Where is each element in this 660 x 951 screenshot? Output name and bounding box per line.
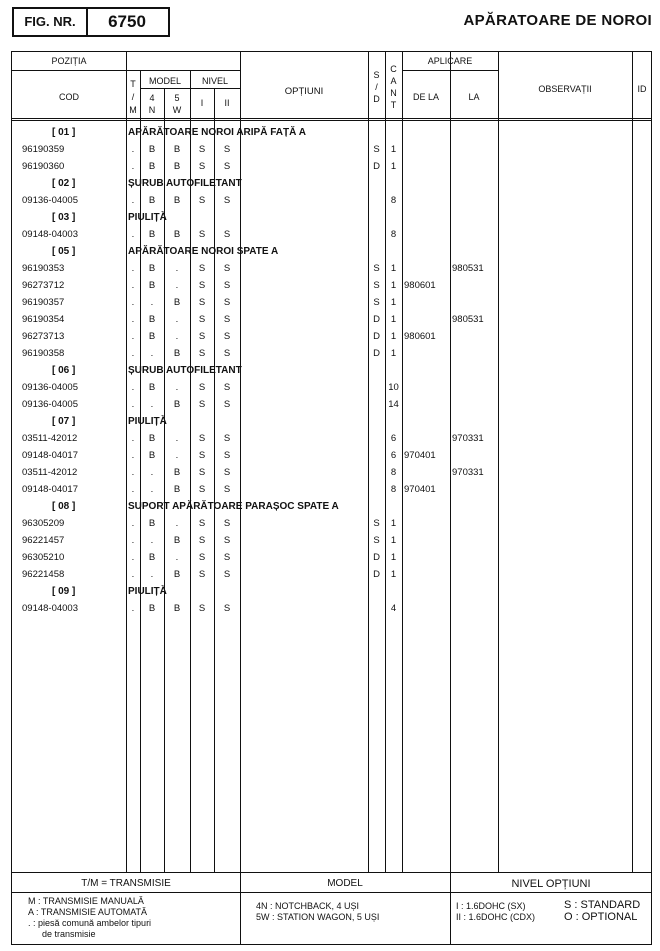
cell-n4: B xyxy=(148,552,156,563)
cell-w5: B xyxy=(173,603,181,614)
cell-n4: B xyxy=(148,161,156,172)
table-row xyxy=(0,141,660,158)
cell-n4: B xyxy=(148,229,156,240)
group-header-row xyxy=(0,413,660,430)
col-tm-slash: / xyxy=(131,92,135,102)
cell-sd: D xyxy=(373,569,380,580)
cell-n4: B xyxy=(148,603,156,614)
legend-nivel-line-1: I : 1.6DOHC (SX) xyxy=(456,901,526,911)
cell-w5: . xyxy=(175,450,179,461)
col-de-la: DE LA xyxy=(412,92,439,102)
table-row xyxy=(0,549,660,566)
group-header-row xyxy=(0,175,660,192)
cell-ii: S xyxy=(223,144,231,155)
cell-cant: 1 xyxy=(390,552,397,563)
table-row xyxy=(0,379,660,396)
col-cod: COD xyxy=(59,92,79,102)
cell-cant: 1 xyxy=(390,263,397,274)
cell-w5: . xyxy=(175,518,179,529)
cell-i: S xyxy=(198,314,206,325)
cell-tm: . xyxy=(131,263,135,274)
table-row xyxy=(0,600,660,617)
grid-hline xyxy=(12,120,651,121)
part-group-name: SUPORT APĂRĂTOARE PARAȘOC SPATE A xyxy=(128,501,339,512)
cell-cod: 96273713 xyxy=(22,331,65,342)
cell-i: S xyxy=(198,280,206,291)
position-number: [ 02 ] xyxy=(52,178,76,189)
cell-la: 980531 xyxy=(452,314,484,325)
cell-ii: S xyxy=(223,195,231,206)
part-group-name: PIULIȚĂ xyxy=(128,416,167,427)
table-row xyxy=(0,226,660,243)
cell-n4: . xyxy=(150,569,154,580)
cell-sd: S xyxy=(373,297,380,308)
table-row xyxy=(0,515,660,532)
page-title: APĂRATOARE DE NOROI xyxy=(463,12,652,29)
part-group-name: APĂRĂTOARE NOROI SPATE A xyxy=(128,246,279,257)
table-row xyxy=(0,294,660,311)
cell-cod: 09136-04005 xyxy=(22,195,78,206)
cell-w5: . xyxy=(175,331,179,342)
cell-ii: S xyxy=(223,331,231,342)
part-group-name: PIULIȚĂ xyxy=(128,212,167,223)
part-group-name: ȘURUB AUTOFILETANT xyxy=(128,178,242,189)
cell-ii: S xyxy=(223,229,231,240)
cell-la: 980531 xyxy=(452,263,484,274)
cell-cod: 96190359 xyxy=(22,144,65,155)
cell-n4: . xyxy=(150,484,154,495)
cell-ii: S xyxy=(223,450,231,461)
table-row xyxy=(0,311,660,328)
cell-cant: 10 xyxy=(388,382,399,393)
cell-cod: 96190358 xyxy=(22,348,65,359)
cell-tm: . xyxy=(131,433,135,444)
cell-ii: S xyxy=(223,280,231,291)
cell-w5: B xyxy=(173,535,181,546)
group-header-row xyxy=(0,209,660,226)
figure-number-box xyxy=(12,7,170,37)
table-row xyxy=(0,532,660,549)
cell-i: S xyxy=(198,229,206,240)
cell-i: S xyxy=(198,535,206,546)
cell-cant: 14 xyxy=(388,399,399,410)
cell-tm: . xyxy=(131,314,135,325)
col-nivel-ii: II xyxy=(224,98,230,108)
cell-cod: 09148-04003 xyxy=(22,603,78,614)
figure-number: 6750 xyxy=(108,12,146,31)
cell-cant: 1 xyxy=(390,280,397,291)
cell-i: S xyxy=(198,263,206,274)
cell-tm: . xyxy=(131,467,135,478)
cell-w5: . xyxy=(175,552,179,563)
legend-model-title: MODEL xyxy=(327,878,363,889)
position-number: [ 09 ] xyxy=(52,586,76,597)
col-cant-t: T xyxy=(390,100,397,110)
cell-n4: B xyxy=(148,382,156,393)
cell-cant: 1 xyxy=(390,297,397,308)
cell-w5: . xyxy=(175,382,179,393)
legend-tm-line-1: M : TRANSMISIE MANUALĂ xyxy=(28,896,144,906)
cell-ii: S xyxy=(223,518,231,529)
cell-w5: B xyxy=(173,229,181,240)
cell-tm: . xyxy=(131,229,135,240)
cell-cod: 03511-42012 xyxy=(22,467,78,478)
cell-cant: 1 xyxy=(390,535,397,546)
cell-cod: 96273712 xyxy=(22,280,65,291)
cell-w5: . xyxy=(175,280,179,291)
cell-ii: S xyxy=(223,314,231,325)
cell-i: S xyxy=(198,569,206,580)
cell-n4: B xyxy=(148,144,156,155)
cell-cod: 96190357 xyxy=(22,297,65,308)
position-number: [ 05 ] xyxy=(52,246,76,257)
cell-i: S xyxy=(198,297,206,308)
cell-cant: 1 xyxy=(390,314,397,325)
cell-ii: S xyxy=(223,348,231,359)
part-group-name: APĂRĂTOARE NOROI ARIPĂ FAȚĂ A xyxy=(128,127,306,138)
cell-sd: S xyxy=(373,280,380,291)
cell-cant: 1 xyxy=(390,348,397,359)
group-header-row xyxy=(0,583,660,600)
cell-ii: S xyxy=(223,161,231,172)
cell-ii: S xyxy=(223,399,231,410)
cell-cant: 1 xyxy=(390,518,397,529)
table-row xyxy=(0,260,660,277)
cell-tm: . xyxy=(131,552,135,563)
cell-n4: B xyxy=(148,195,156,206)
group-header-row xyxy=(0,243,660,260)
table-row xyxy=(0,345,660,362)
legend-nivel-code-o: O : OPTIONAL xyxy=(564,911,638,923)
cell-de-la: 970401 xyxy=(404,484,436,495)
col-model-5: 5 xyxy=(174,93,180,103)
figure-number-label: FIG. NR. xyxy=(14,9,88,35)
col-observatii: OBSERVAȚII xyxy=(538,84,592,94)
cell-sd: D xyxy=(373,161,380,172)
cell-i: S xyxy=(198,348,206,359)
cell-sd: S xyxy=(373,518,380,529)
cell-i: S xyxy=(198,399,206,410)
cell-w5: B xyxy=(173,399,181,410)
cell-ii: S xyxy=(223,484,231,495)
table-row xyxy=(0,447,660,464)
legend-nivel-line-2: II : 1.6DOHC (CDX) xyxy=(456,912,536,922)
col-nivel-i: I xyxy=(200,98,204,108)
cell-cod: 09148-04017 xyxy=(22,450,78,461)
cell-tm: . xyxy=(131,382,135,393)
col-model-n: N xyxy=(148,105,156,115)
cell-ii: S xyxy=(223,382,231,393)
cell-tm: . xyxy=(131,161,135,172)
cell-w5: . xyxy=(175,433,179,444)
group-header-row xyxy=(0,362,660,379)
cell-n4: B xyxy=(148,331,156,342)
col-cant-c: C xyxy=(390,64,397,74)
col-tm-t: T xyxy=(130,79,136,89)
cell-cod: 03511-42012 xyxy=(22,433,78,444)
col-sd-slash: / xyxy=(375,82,378,92)
group-header-row xyxy=(0,498,660,515)
cell-cant: 6 xyxy=(390,450,397,461)
cell-tm: . xyxy=(131,144,135,155)
cell-w5: B xyxy=(173,144,181,155)
cell-tm: . xyxy=(131,535,135,546)
cell-tm: . xyxy=(131,280,135,291)
cell-w5: B xyxy=(173,195,181,206)
cell-sd: S xyxy=(373,263,380,274)
cell-w5: . xyxy=(175,314,179,325)
cell-ii: S xyxy=(223,603,231,614)
cell-sd: S xyxy=(373,144,380,155)
cell-ii: S xyxy=(223,569,231,580)
cell-sd: D xyxy=(373,348,380,359)
part-group-name: PIULIȚĂ xyxy=(128,586,167,597)
cell-i: S xyxy=(198,144,206,155)
cell-i: S xyxy=(198,552,206,563)
cell-n4: B xyxy=(148,263,156,274)
cell-cod: 96190353 xyxy=(22,263,65,274)
cell-i: S xyxy=(198,195,206,206)
cell-tm: . xyxy=(131,297,135,308)
cell-tm: . xyxy=(131,603,135,614)
cell-de-la: 980601 xyxy=(404,280,436,291)
legend-tm-line-4: de transmisie xyxy=(42,929,96,939)
col-sd-s: S xyxy=(373,70,380,80)
cell-w5: B xyxy=(173,467,181,478)
cell-tm: . xyxy=(131,569,135,580)
cell-w5: B xyxy=(173,348,181,359)
cell-ii: S xyxy=(223,467,231,478)
cell-cant: 4 xyxy=(390,603,397,614)
cell-n4: B xyxy=(148,450,156,461)
group-header-row xyxy=(0,124,660,141)
cell-sd: D xyxy=(373,552,380,563)
col-aplicare: APLICARE xyxy=(427,56,473,66)
cell-tm: . xyxy=(131,484,135,495)
position-number: [ 08 ] xyxy=(52,501,76,512)
cell-cod: 09148-04017 xyxy=(22,484,78,495)
cell-n4: B xyxy=(148,314,156,325)
table-row xyxy=(0,328,660,345)
cell-tm: . xyxy=(131,518,135,529)
legend-model-line-1: 4N : NOTCHBACK, 4 UȘI xyxy=(256,901,360,911)
cell-cod: 09148-04003 xyxy=(22,229,78,240)
part-group-name: ȘURUB AUTOFILETANT xyxy=(128,365,242,376)
legend-tm-line-3: . : piesă comună ambelor tipuri xyxy=(28,918,152,928)
cell-cod: 96221458 xyxy=(22,569,65,580)
cell-i: S xyxy=(198,382,206,393)
cell-n4: B xyxy=(148,518,156,529)
table-row xyxy=(0,396,660,413)
cell-n4: . xyxy=(150,297,154,308)
table-row xyxy=(0,464,660,481)
cell-ii: S xyxy=(223,263,231,274)
col-nivel: NIVEL xyxy=(201,76,228,86)
cell-tm: . xyxy=(131,399,135,410)
cell-n4: . xyxy=(150,348,154,359)
cell-w5: . xyxy=(175,263,179,274)
cell-tm: . xyxy=(131,348,135,359)
table-row xyxy=(0,481,660,498)
cell-n4: . xyxy=(150,399,154,410)
cell-cant: 8 xyxy=(390,467,397,478)
position-number: [ 07 ] xyxy=(52,416,76,427)
grid-hline xyxy=(12,892,651,893)
cell-tm: . xyxy=(131,450,135,461)
cell-n4: B xyxy=(148,280,156,291)
cell-cod: 96190360 xyxy=(22,161,65,172)
cell-cant: 1 xyxy=(390,144,397,155)
cell-cod: 09136-04005 xyxy=(22,382,78,393)
legend-tm-line-2: A : TRANSMISIE AUTOMATĂ xyxy=(28,907,148,917)
cell-cant: 6 xyxy=(390,433,397,444)
cell-i: S xyxy=(198,603,206,614)
table-row xyxy=(0,277,660,294)
legend-nivel-code-s: S : STANDARD xyxy=(564,899,641,911)
cell-i: S xyxy=(198,450,206,461)
col-sd-d: D xyxy=(373,94,380,104)
cell-i: S xyxy=(198,331,206,342)
cell-cant: 8 xyxy=(390,484,397,495)
table-row xyxy=(0,566,660,583)
cell-ii: S xyxy=(223,552,231,563)
cell-la: 970331 xyxy=(452,433,484,444)
cell-tm: . xyxy=(131,331,135,342)
cell-i: S xyxy=(198,484,206,495)
cell-sd: D xyxy=(373,314,380,325)
cell-la: 970331 xyxy=(452,467,484,478)
cell-cod: 96305209 xyxy=(22,518,65,529)
col-model-4: 4 xyxy=(149,93,155,103)
table-row xyxy=(0,158,660,175)
cell-n4: B xyxy=(148,433,156,444)
cell-w5: B xyxy=(173,569,181,580)
cell-de-la: 970401 xyxy=(404,450,436,461)
cell-i: S xyxy=(198,161,206,172)
cell-tm: . xyxy=(131,195,135,206)
table-row xyxy=(0,430,660,447)
cell-ii: S xyxy=(223,535,231,546)
cell-cod: 09136-04005 xyxy=(22,399,78,410)
cell-cant: 8 xyxy=(390,229,397,240)
col-model: MODEL xyxy=(148,76,181,86)
cell-n4: . xyxy=(150,467,154,478)
legend-nivel-title: NIVEL OPȚIUNI xyxy=(511,878,591,890)
position-number: [ 06 ] xyxy=(52,365,76,376)
col-model-w: W xyxy=(172,105,182,115)
position-number: [ 01 ] xyxy=(52,127,76,138)
cell-sd: S xyxy=(373,535,380,546)
cell-ii: S xyxy=(223,297,231,308)
cell-cant: 8 xyxy=(390,195,397,206)
col-la: LA xyxy=(468,92,480,102)
cell-cod: 96305210 xyxy=(22,552,65,563)
col-cant-a: A xyxy=(390,76,397,86)
cell-cod: 96221457 xyxy=(22,535,65,546)
col-id: ID xyxy=(637,84,647,94)
cell-cant: 1 xyxy=(390,161,397,172)
cell-ii: S xyxy=(223,433,231,444)
cell-w5: B xyxy=(173,484,181,495)
table-row xyxy=(0,192,660,209)
cell-cod: 96190354 xyxy=(22,314,65,325)
cell-i: S xyxy=(198,433,206,444)
cell-w5: B xyxy=(173,161,181,172)
col-cant-n: N xyxy=(390,88,397,98)
grid-hline xyxy=(12,872,651,873)
cell-cant: 1 xyxy=(390,331,397,342)
cell-cant: 1 xyxy=(390,569,397,580)
grid-hline xyxy=(12,118,651,119)
legend-model-line-2: 5W : STATION WAGON, 5 UȘI xyxy=(256,912,380,922)
cell-de-la: 980601 xyxy=(404,331,436,342)
cell-w5: B xyxy=(173,297,181,308)
col-pozitia: POZIȚIA xyxy=(51,56,87,66)
col-tm-m: M xyxy=(129,105,137,115)
cell-i: S xyxy=(198,518,206,529)
cell-i: S xyxy=(198,467,206,478)
legend-tm-title: T/M = TRANSMISIE xyxy=(81,878,171,889)
position-number: [ 03 ] xyxy=(52,212,76,223)
cell-n4: . xyxy=(150,535,154,546)
cell-sd: D xyxy=(373,331,380,342)
col-optiuni: OPȚIUNI xyxy=(284,86,324,97)
